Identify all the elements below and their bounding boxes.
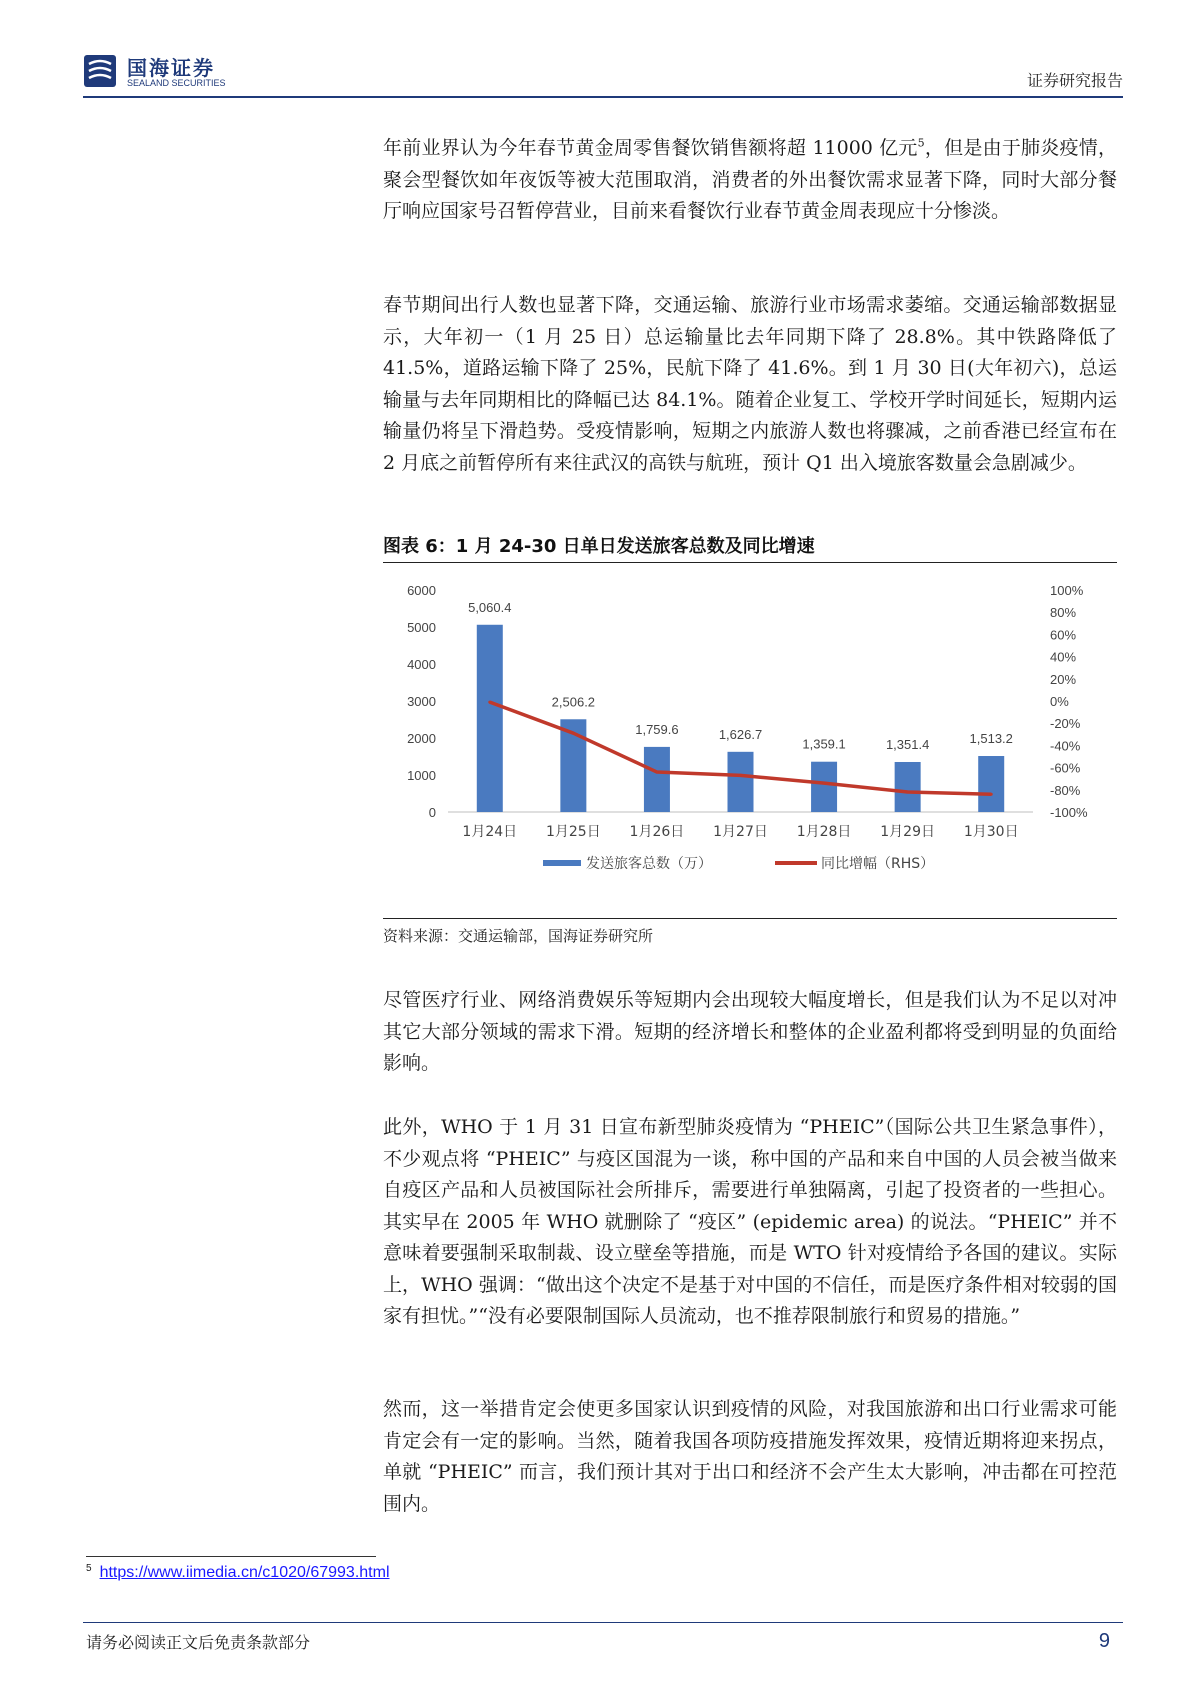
line-point — [906, 791, 909, 794]
bar-data-label: 2,506.2 — [551, 694, 596, 710]
report-type-label: 证券研究报告 — [1026, 71, 1123, 90]
sealand-logo-icon — [83, 54, 117, 88]
x-tick-label: 1月26日 — [629, 824, 685, 840]
bar — [644, 747, 670, 812]
paragraph-1 — [383, 133, 1117, 228]
footnote-link[interactable]: https://www.iimedia.cn/c1020/67993.html — [99, 1564, 390, 1581]
bar — [811, 762, 837, 812]
y-right-tick-label: 100% — [1050, 583, 1084, 598]
paragraph-1-text: 年前业界认为今年春节黄金周零售餐饮销售额将超 11000 亿元 — [383, 137, 918, 159]
bar-data-label: 1,759.6 — [635, 721, 679, 737]
y-right-tick-label: 40% — [1050, 649, 1077, 665]
y-right-tick-label: 80% — [1050, 605, 1077, 621]
bar — [978, 756, 1004, 812]
paragraph-4 — [383, 1112, 1117, 1333]
y-right-tick-label: 0% — [1050, 694, 1069, 709]
bar-data-label: 1,626.7 — [718, 726, 763, 742]
y-left-tick-label: 1000 — [407, 768, 436, 783]
footnote-number: 5 — [86, 1562, 92, 1574]
line-point — [572, 732, 575, 735]
x-tick-label: 1月25日 — [545, 824, 601, 840]
y-left-tick-label: 6000 — [407, 583, 436, 598]
footer-rule — [83, 1622, 1123, 1623]
line-point — [655, 771, 658, 774]
y-right-tick-label: -100% — [1050, 805, 1088, 820]
line-point — [823, 782, 826, 785]
logo-text-cn: 国海证券 — [127, 56, 215, 80]
line-point — [739, 774, 742, 777]
chart — [383, 563, 1117, 917]
x-tick-label: 1月30日 — [963, 824, 1019, 840]
y-right-tick-label: -80% — [1050, 782, 1081, 798]
y-left-tick-label: 4000 — [407, 657, 436, 672]
line-point — [488, 701, 491, 704]
footnote-ref[interactable]: 5 — [917, 136, 925, 150]
paragraph-2-text: 春节期间出行人数也显著下降，交通运输、旅游行业市场需求萎缩。交通运输部数据显示，大年初一（1 月 25 日）总运输量比去年同期下降了 28.8%。其中铁路降低了 41.5%，道路运输下降了 25%，民航下降了 41.6%。到 1 月 30 日(大年初六)，总运输量与去年同期相比的降幅已达 84.1%。随着企业复工、学校开学时间延长，短期内运输量仍将呈下滑趋势。受疫情影响，短期之内旅游人数也将骤减，之前香港已经宣布在 2 月底之前暂停所有来往武汉的高铁与航班，预计 Q1 出入境旅客数量会急剧减少。 — [383, 294, 1117, 474]
legend-line-label: 同比增幅（RHS） — [821, 856, 935, 872]
page-number: 9 — [1098, 1630, 1110, 1652]
paragraph-5 — [383, 1394, 1117, 1520]
footer-disclaimer: 请务必阅读正文后免责条款部分 — [86, 1633, 311, 1652]
line-point — [990, 793, 993, 796]
x-tick-label: 1月24日 — [462, 824, 518, 840]
page-header — [83, 52, 1123, 98]
bar — [895, 762, 921, 812]
y-left-tick-label: 3000 — [407, 694, 436, 709]
figure-source: 资料来源：交通运输部，国海证券研究所 — [383, 927, 654, 945]
y-left-tick-label: 5000 — [407, 620, 436, 635]
y-right-tick-label: 60% — [1050, 627, 1077, 643]
legend-bar-swatch — [543, 860, 581, 866]
legend-bar-label: 发送旅客总数（万） — [586, 856, 712, 872]
bar — [477, 625, 503, 812]
bar-data-label: 1,513.2 — [969, 731, 1013, 747]
paragraph-1-tail: ，但是由于肺炎疫情，聚会型餐饮如年夜饭等被大范围取消，消费者的外出餐饮需求显著下降，同时大部分餐厅响应国家号召暂停营业，目前来看餐饮行业春节黄金周表现应十分惨淡。 — [383, 137, 1117, 222]
y-left-tick-label: 0 — [428, 805, 436, 820]
y-right-tick-label: -20% — [1050, 716, 1081, 732]
paragraph-5-text: 然而，这一举措肯定会使更多国家认识到疫情的风险，对我国旅游和出口行业需求可能肯定会有一定的影响。当然，随着我国各项防疫措施发挥效果，疫情近期将迎来拐点，单就 “PHEIC” 而言，我们预计其对于出口和经济不会产生太大影响，冲击都在可控范围内。 — [383, 1398, 1117, 1515]
bar-data-label: 1,351.4 — [885, 736, 930, 752]
logo-text-en: SEALAND SECURITIES — [127, 78, 226, 88]
paragraph-3 — [383, 985, 1117, 1080]
figure-title: 图表 6：1 月 24-30 日单日发送旅客总数及同比增速 — [383, 536, 815, 557]
bar-data-label: 1,359.1 — [802, 736, 846, 752]
y-right-tick-label: -40% — [1050, 738, 1081, 754]
x-tick-label: 1月29日 — [880, 824, 936, 840]
footnote-rule — [86, 1556, 376, 1557]
y-right-tick-label: -60% — [1050, 760, 1081, 776]
paragraph-2 — [383, 290, 1117, 479]
paragraph-4-text: 此外，WHO 于 1 月 31 日宣布新型肺炎疫情为 “PHEIC”（国际公共卫生紧急事件），不少观点将 “PHEIC” 与疫区国混为一谈，称中国的产品和来自中国的人员会被当做来自疫区产品和人员被国际社会所排斥，需要进行单独隔离，引起了投资者的一些担心。其实早在 2005 年 WHO 就删除了 “疫区” (epidemic area) 的说法。“PHEIC” 并不意味着要强制采取制裁、设立壁垒等措施，而是 WTO 针对疫情给予各国的建议。实际上，WHO 强调：“做出这个决定不是基于对中国的不信任，而是医疗条件相对较弱的国家有担忧。”“没有必要限制国际人员流动，也不推荐限制旅行和贸易的措施。” — [383, 1116, 1117, 1327]
x-tick-label: 1月27日 — [713, 824, 768, 840]
paragraph-3-text: 尽管医疗行业、网络消费娱乐等短期内会出现较大幅度增长，但是我们认为不足以对冲其它大部分领域的需求下滑。短期的经济增长和整体的企业盈利都将受到明显的负面给影响。 — [383, 989, 1117, 1074]
bar-data-label: 5,060.4 — [468, 599, 512, 615]
bar — [728, 752, 754, 812]
x-tick-label: 1月28日 — [796, 824, 852, 840]
y-left-tick-label: 2000 — [407, 731, 436, 746]
figure-rule-bottom — [383, 918, 1117, 919]
footnote — [86, 1564, 390, 1582]
y-right-tick-label: 20% — [1050, 671, 1077, 687]
